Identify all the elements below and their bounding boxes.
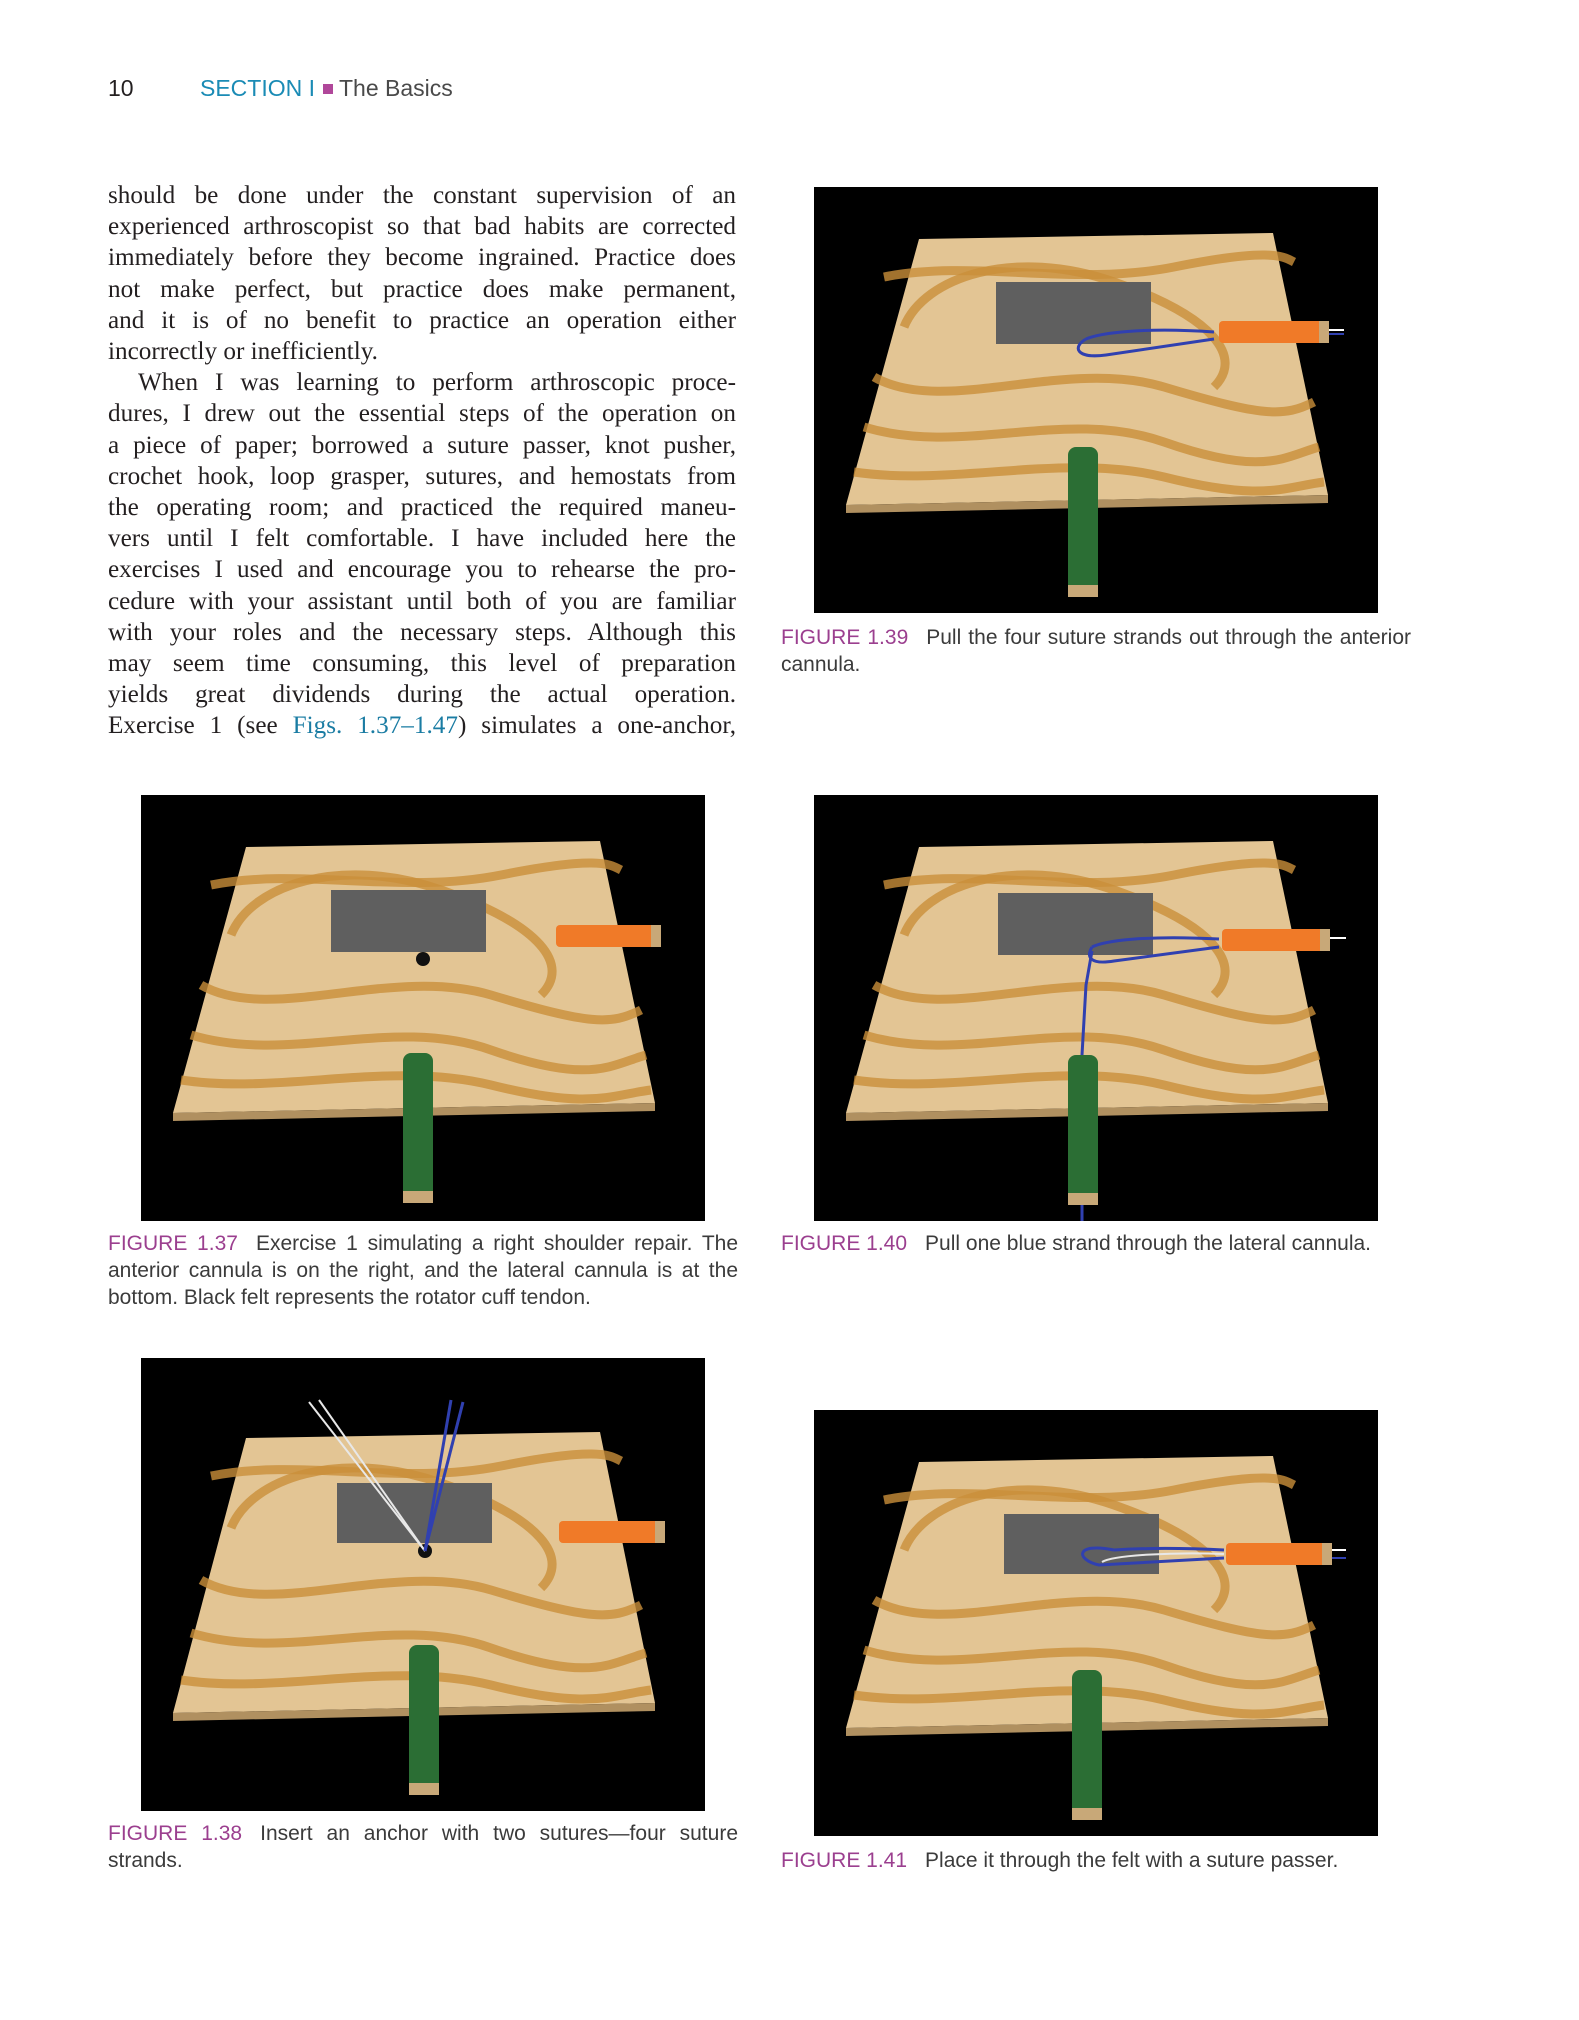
text-line: not make perfect, but practice does make permanent,	[108, 275, 736, 303]
caption-text: Pull one blue strand through the lateral cannula.	[925, 1232, 1372, 1255]
section-title: The Basics	[339, 75, 453, 101]
text-fragment: Exercise 1 (see	[108, 712, 293, 740]
figure-1-39-label: FIGURE 1.39	[781, 626, 909, 649]
figure-1-40-image	[814, 795, 1378, 1221]
text-line: experienced arthroscopist so that bad habits are corrected	[108, 213, 736, 241]
figure-1-37-graphic	[141, 795, 705, 1221]
text-line: should be done under the constant supervision of an	[108, 182, 736, 209]
text-line: When I was learning to perform arthroscopic proce-	[138, 369, 736, 397]
text-line: dures, I drew out the essential steps of the operation on	[108, 400, 736, 428]
body-text	[108, 180, 736, 742]
figure-1-38-label: FIGURE 1.38	[108, 1822, 243, 1845]
figure-1-37-caption	[108, 1230, 738, 1311]
figure-1-41-label: FIGURE 1.41	[781, 1849, 908, 1872]
text-line: exercises I used and encourage you to rehearse the pro-	[108, 556, 736, 584]
figure-1-41-image	[814, 1410, 1378, 1836]
text-line: immediately before they become ingrained. Practice does	[108, 244, 736, 272]
caption-text: Insert an anchor with two sutures—four suture strands.	[108, 1822, 738, 1872]
figure-1-38-graphic	[141, 1358, 705, 1811]
text-line: vers until I felt comfortable. I have included here the	[108, 525, 736, 553]
caption-text: Pull the four suture strands out through the anterior cannula.	[781, 626, 1411, 676]
text-line: yields great dividends during the actual operation.	[108, 681, 736, 709]
text-line: the operating room; and practiced the required maneu-	[108, 494, 736, 522]
section-label: SECTION I	[199, 75, 315, 101]
figure-1-39-caption	[781, 624, 1411, 678]
figure-1-40-caption	[781, 1230, 1411, 1257]
text-fragment: ) simulates a one-anchor,	[457, 712, 736, 740]
running-head	[108, 72, 453, 104]
figure-1-37-label: FIGURE 1.37	[108, 1232, 238, 1255]
figure-1-41-caption	[781, 1847, 1411, 1874]
text-line: crochet hook, loop grasper, sutures, and hemostats from	[108, 462, 736, 490]
figure-reference-link[interactable]: Figs. 1.37–1.47	[292, 712, 458, 740]
text-line: may seem time consuming, this level of preparation	[108, 650, 736, 678]
text-line: cedure with your assistant until both of you are familiar	[108, 587, 736, 615]
section-separator-square	[323, 84, 333, 94]
text-line: incorrectly or inefficiently.	[108, 338, 378, 366]
text-line: with your roles and the necessary steps. Although this	[108, 618, 736, 646]
text-line: and it is of no benefit to practice an operation either	[108, 306, 736, 334]
text-line: a piece of paper; borrowed a suture passer, knot pusher,	[108, 431, 736, 459]
text-line	[108, 710, 736, 741]
figure-1-38-image	[141, 1358, 705, 1811]
figure-1-37-image	[141, 795, 705, 1221]
caption-text: Place it through the felt with a suture passer.	[925, 1849, 1339, 1872]
figure-1-40-graphic	[814, 795, 1378, 1221]
figure-1-39-image	[814, 187, 1378, 613]
figure-1-39-graphic	[814, 187, 1378, 613]
page-number: 10	[108, 75, 134, 101]
figure-1-40-label: FIGURE 1.40	[781, 1232, 908, 1255]
figure-1-38-caption	[108, 1820, 738, 1874]
figure-1-41-graphic	[814, 1410, 1378, 1836]
caption-text: Exercise 1 simulating a right shoulder repair. The anterior cannula is on the right, and the lateral cannula is at the bottom. Black felt represents the rotator cuff tendon.	[108, 1232, 739, 1309]
